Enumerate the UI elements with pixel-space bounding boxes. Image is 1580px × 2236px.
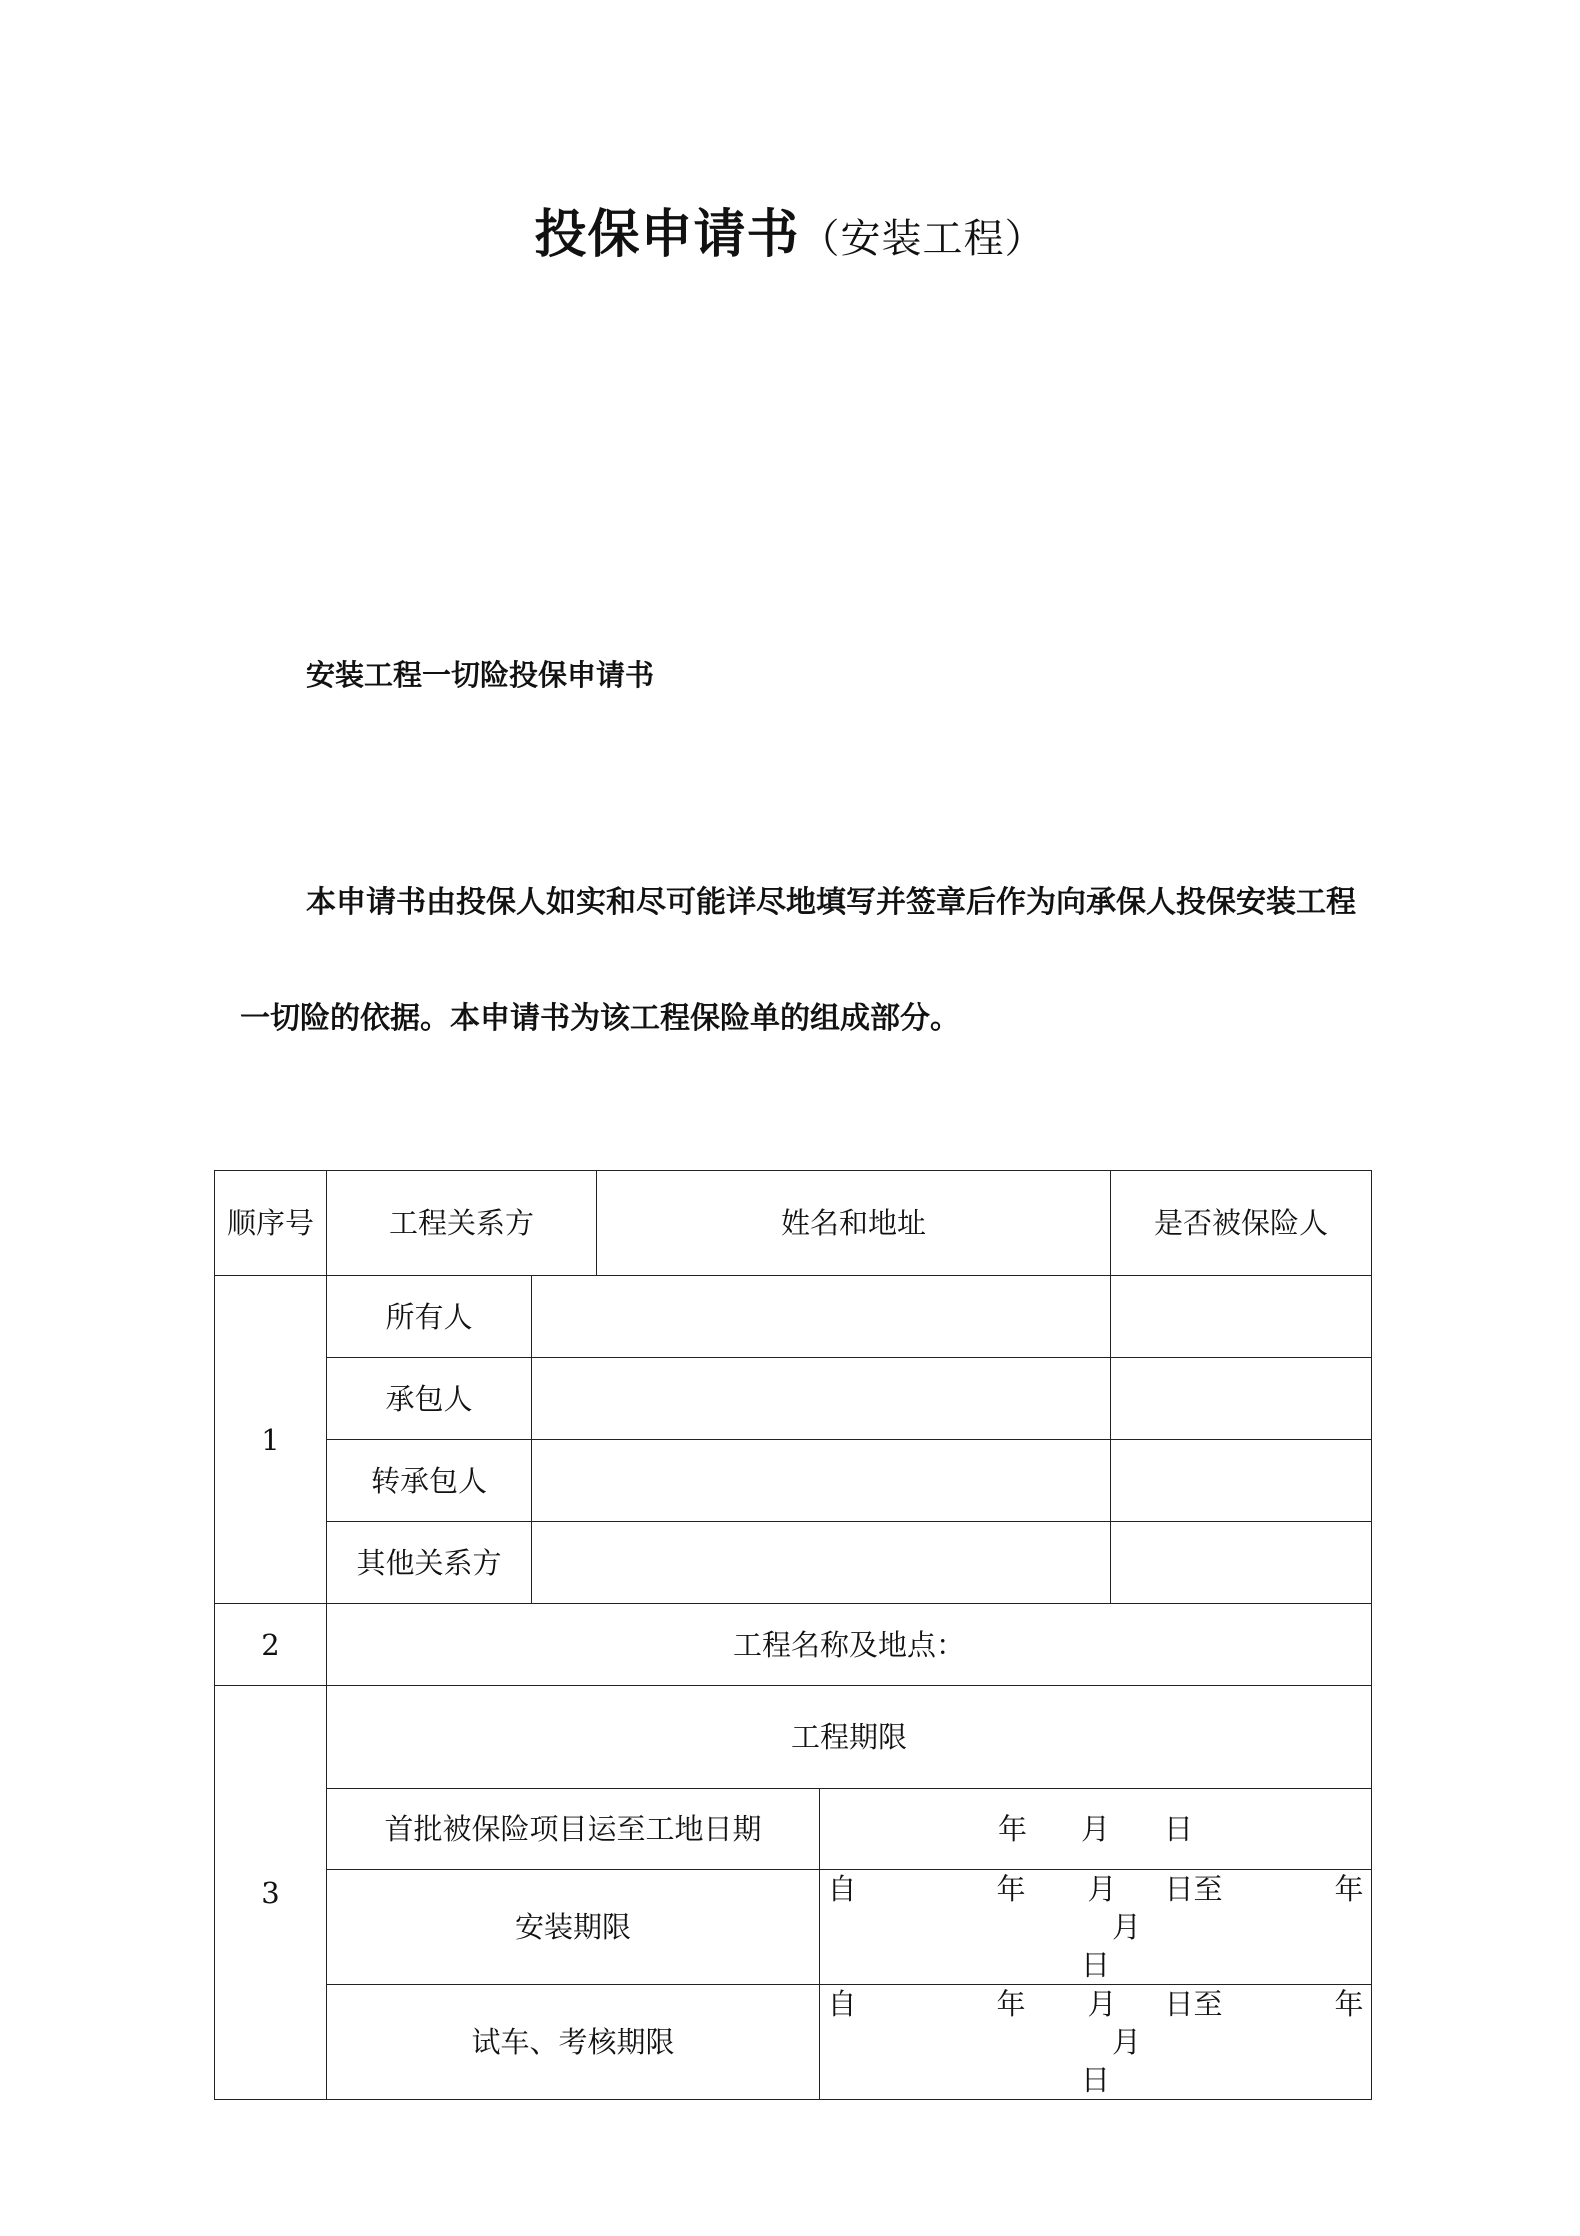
contractor-name-address-cell[interactable] <box>532 1358 1111 1440</box>
period-from-label: 自 <box>827 1987 857 2021</box>
subcontractor-insured-cell[interactable] <box>1111 1440 1372 1522</box>
party-other-label: 其他关系方 <box>327 1522 532 1604</box>
table-row <box>215 1276 1372 1358</box>
table-header-row <box>215 1171 1372 1276</box>
other-name-address-cell[interactable] <box>532 1522 1111 1604</box>
period-end-day-label: 日 <box>1081 2063 1111 2097</box>
header-name-address: 姓名和地址 <box>597 1171 1111 1276</box>
trial-period-cell[interactable] <box>820 1985 1372 2100</box>
contractor-insured-cell[interactable] <box>1111 1358 1372 1440</box>
table-row <box>215 1522 1372 1604</box>
title-sub: （安装工程） <box>799 216 1046 262</box>
period-end-year-label: 年 <box>1334 1872 1364 1906</box>
header-is-insured: 是否被保险人 <box>1111 1171 1372 1276</box>
period-month-label: 月 <box>1087 1872 1117 1906</box>
table-row <box>215 1440 1372 1522</box>
header-seq: 顺序号 <box>215 1171 327 1276</box>
intro-paragraph: 本申请书由投保人如实和尽可能详尽地填写并签章后作为向承保人投保安装工程一切险的依据。本申请书为该工程保险单的组成部分。 <box>240 885 1356 1036</box>
trial-period-label: 试车、考核期限 <box>327 1985 820 2100</box>
period-end-day-label: 日 <box>1081 1948 1111 1982</box>
application-form-table <box>214 1170 1372 2100</box>
other-insured-cell[interactable] <box>1111 1522 1372 1604</box>
period-year-label: 年 <box>996 1987 1026 2021</box>
title-main: 投保申请书 <box>534 205 800 265</box>
table-row <box>215 1870 1372 1985</box>
document-title <box>0 200 1580 274</box>
period-year-label: 年 <box>996 1872 1026 1906</box>
header-party: 工程关系方 <box>327 1171 597 1276</box>
section1-seq: 1 <box>215 1276 327 1604</box>
period-month-label: 月 <box>1087 1987 1117 2021</box>
period-day-to-label: 日至 <box>1164 1987 1223 2021</box>
section3-seq: 3 <box>215 1686 327 2100</box>
period-end-month-label: 月 <box>1112 1910 1142 1944</box>
install-period-label: 安装期限 <box>327 1870 820 1985</box>
date-year-label: 年 <box>998 1812 1028 1846</box>
period-end-year-label: 年 <box>1334 1987 1364 2021</box>
project-period-header: 工程期限 <box>327 1686 1372 1789</box>
period-end-month-label: 月 <box>1112 2025 1142 2059</box>
section2-seq: 2 <box>215 1604 327 1686</box>
table-row <box>215 1686 1372 1789</box>
form-subheading: 安装工程一切险投保申请书 <box>306 658 655 692</box>
table-row <box>215 1789 1372 1870</box>
date-day-label: 日 <box>1164 1812 1194 1846</box>
table-row <box>215 1985 1372 2100</box>
period-from-label: 自 <box>827 1872 857 1906</box>
project-name-location-cell[interactable] <box>327 1604 1372 1686</box>
party-subcontractor-label: 转承包人 <box>327 1440 532 1522</box>
date-month-label: 月 <box>1081 1812 1111 1846</box>
subcontractor-name-address-cell[interactable] <box>532 1440 1111 1522</box>
first-delivery-label: 首批被保险项目运至工地日期 <box>327 1789 820 1870</box>
party-contractor-label: 承包人 <box>327 1358 532 1440</box>
table-row <box>215 1358 1372 1440</box>
owner-insured-cell[interactable] <box>1111 1276 1372 1358</box>
owner-name-address-cell[interactable] <box>532 1276 1111 1358</box>
project-name-location-label: 工程名称及地点： <box>733 1627 966 1662</box>
install-period-cell[interactable] <box>820 1870 1372 1985</box>
first-delivery-date-cell[interactable] <box>820 1789 1372 1870</box>
party-owner-label: 所有人 <box>327 1276 532 1358</box>
period-day-to-label: 日至 <box>1164 1872 1223 1906</box>
table-row <box>215 1604 1372 1686</box>
